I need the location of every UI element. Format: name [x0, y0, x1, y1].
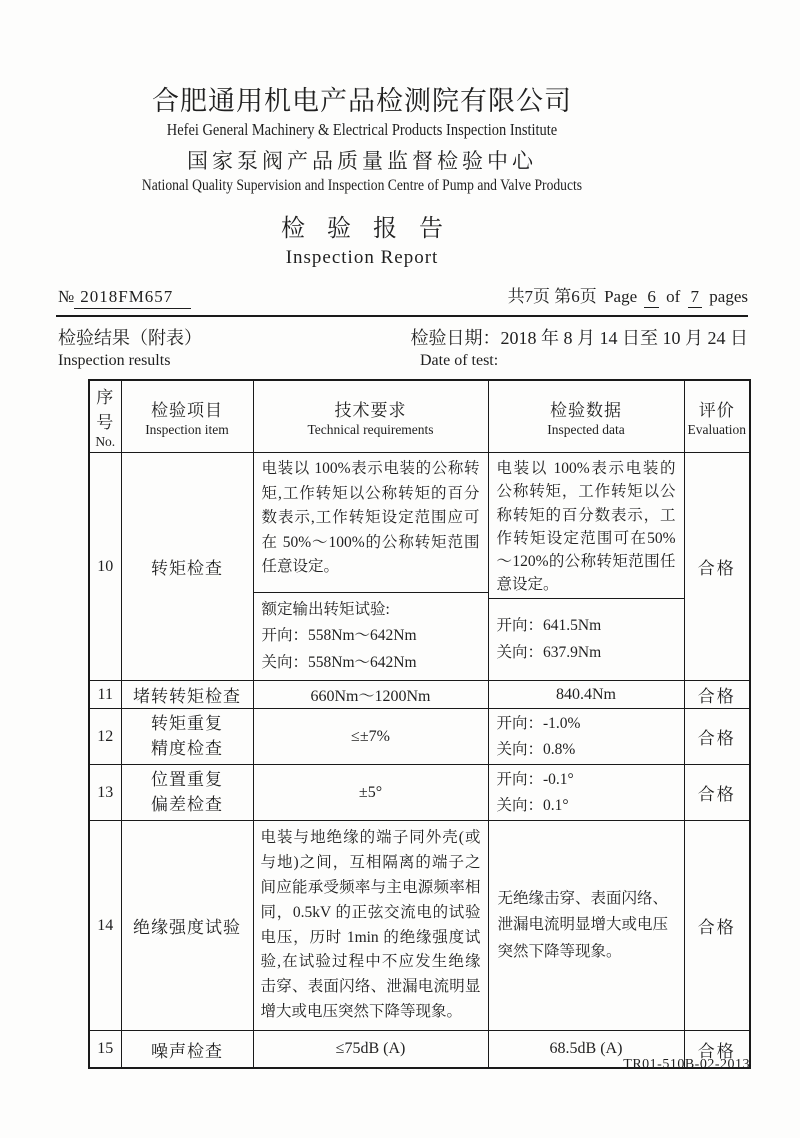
row10-tech-part2-open: 开向：558Nm～642Nm [261, 627, 417, 645]
column-header-no [89, 380, 121, 453]
row11-evaluation: 合格 [684, 681, 750, 709]
row10-no: 10 [89, 453, 121, 681]
row12-item [121, 709, 253, 765]
results-date-line-en [58, 352, 748, 374]
row14-data: 无绝缘击穿、表面闪络、泄漏电流明显增大或电压突然下降等现象。 [488, 821, 684, 1030]
page-info-cn: 共7页 第6页 [507, 287, 597, 307]
row13-data [488, 765, 684, 821]
row15-evaluation: 合格 [684, 1030, 750, 1068]
page-current: 6 [644, 287, 659, 308]
table-row-13 [89, 765, 750, 821]
center-name-en: National Quality Supervision and Inspection Centre of Pump and Valve Products [141, 177, 583, 195]
page-word: Page [604, 287, 638, 307]
column-header-data-cn: 检验数据 [550, 400, 622, 420]
row15-item: 噪声检查 [121, 1030, 253, 1068]
row10-data-part2-close: 关向：637.9Nm [496, 643, 602, 661]
date-value: 2018 年 8 月 14 日至 10 月 24 日 [500, 328, 748, 349]
inspection-results-table [88, 379, 751, 1069]
row11-item: 堵转转矩检查 [121, 681, 253, 709]
column-header-requirements [253, 380, 488, 453]
row15-no: 15 [89, 1030, 121, 1068]
row13-no: 13 [89, 765, 121, 821]
report-header [52, 0, 672, 269]
report-title-cn: 检验报告 [281, 216, 465, 243]
row12-item-line2: 精度检查 [151, 738, 223, 758]
row12-evaluation: 合格 [684, 709, 750, 765]
column-header-item-en: Inspection item [145, 421, 229, 437]
row13-data-open: 开向：-0.1° [496, 771, 574, 789]
results-label-cn: 检验结果（附表） [58, 328, 202, 349]
row10-data-part1-text: 电装以 100%表示电装的公称转矩，工作转矩以公称转矩的百分数表示，工作转矩设定范围可在50%～120%的公称转矩范围任意设定。 [496, 460, 676, 594]
row14-evaluation: 合格 [684, 821, 750, 1030]
column-header-data-en: Inspected data [547, 421, 625, 437]
column-header-no-en: No. [95, 434, 116, 450]
row10-evaluation: 合格 [684, 453, 750, 681]
row13-data-close: 关向：0.1° [496, 796, 569, 814]
report-number-group [58, 287, 191, 309]
table-row-12 [89, 709, 750, 765]
page-info [505, 282, 748, 308]
row10-data-part2 [489, 599, 684, 680]
test-date-group [411, 324, 749, 350]
column-header-item-cn: 检验项目 [151, 400, 223, 420]
column-header-no-cn: 序号 [96, 388, 115, 433]
row15-data: 68.5dB (A) [488, 1030, 684, 1068]
row10-tech-stack [254, 453, 488, 680]
row10-tech-part2 [254, 593, 488, 680]
report-title-en: Inspection Report [285, 247, 439, 269]
table-header-row [89, 380, 750, 453]
row15-tech: ≤75dB (A) [253, 1030, 488, 1068]
report-number: 2018FM657 [74, 287, 191, 309]
row12-tech: ≤±7% [253, 709, 488, 765]
row13-tech: ±5° [253, 765, 488, 821]
number-symbol: № [58, 287, 75, 307]
pages-word: pages [709, 287, 748, 307]
row12-item-line1: 转矩重复 [151, 714, 223, 734]
table-row-11 [89, 681, 750, 709]
row10-data-stack [489, 453, 684, 680]
date-label-cn: 检验日期： [410, 328, 501, 349]
column-header-evaluation-en: Evaluation [687, 421, 746, 437]
header-divider-rule [56, 315, 748, 317]
row10-tech-part1 [254, 453, 488, 593]
row10-tech-part2-close: 关向：558Nm～642Nm [261, 653, 417, 671]
row13-item-line2: 偏差检查 [151, 794, 223, 814]
row12-data [488, 709, 684, 765]
column-header-requirements-en: Technical requirements [307, 421, 434, 437]
row14-item: 绝缘强度试验 [121, 821, 253, 1030]
column-header-data [488, 380, 684, 453]
row14-tech: 电装与地绝缘的端子同外壳(或与地)之间，互相隔离的端子之间应能承受频率与主电源频率相同，0.5kV 的正弦交流电的试验电压，历时 1min 的绝缘强度试验,在试验过程中不应发生绝缘击穿、表面闪络、泄漏电流明显增大或电压突然下降等现象。 [253, 821, 488, 1030]
of-word: of [666, 287, 681, 307]
date-label-en: Date of test: [420, 352, 499, 370]
row10-tech-part2-title: 额定输出转矩试验: [261, 601, 390, 619]
column-header-evaluation-cn: 评价 [698, 400, 735, 420]
row12-no: 12 [89, 709, 121, 765]
column-header-item [121, 380, 253, 453]
column-header-requirements-cn: 技术要求 [334, 400, 407, 420]
row10-item: 转矩检查 [121, 453, 253, 681]
row10-data-part1 [489, 453, 684, 599]
organization-name-en: Hefei General Machinery & Electrical Products Inspection Institute [166, 120, 558, 140]
row12-data-close: 关向：0.8% [496, 740, 576, 758]
row14-no: 14 [89, 821, 121, 1030]
row11-no: 11 [89, 681, 121, 709]
report-number-line [58, 282, 748, 309]
row12-data-open: 开向：-1.0% [496, 715, 581, 733]
row11-tech: 660Nm～1200Nm [253, 681, 488, 709]
row13-item-line1: 位置重复 [151, 770, 223, 790]
row10-tech-part1-text: 电装以 100%表示电装的公称转矩,工作转矩以公称转矩的百分数表示,工作转矩设定范围应可在 50%～100%的公称转矩范围任意设定。 [261, 460, 480, 576]
center-name-cn: 国家泵阀产品质量监督检验中心 [187, 149, 537, 174]
column-header-evaluation [684, 380, 750, 453]
row10-data-part2-open: 开向：641.5Nm [496, 617, 602, 635]
row13-item [121, 765, 253, 821]
table-row-14 [89, 821, 750, 1030]
results-date-line [58, 324, 748, 350]
results-label-en: Inspection results [58, 352, 171, 370]
table-row-10 [89, 453, 750, 681]
organization-name-cn: 合肥通用机电产品检测院有限公司 [152, 86, 572, 116]
row10-tech-cell [253, 453, 488, 681]
page-total: 7 [688, 287, 703, 308]
document-code: TR01-510B-02-2013 [623, 1057, 750, 1072]
row10-data-cell [488, 453, 684, 681]
row13-evaluation: 合格 [684, 765, 750, 821]
row11-data: 840.4Nm [488, 681, 684, 709]
